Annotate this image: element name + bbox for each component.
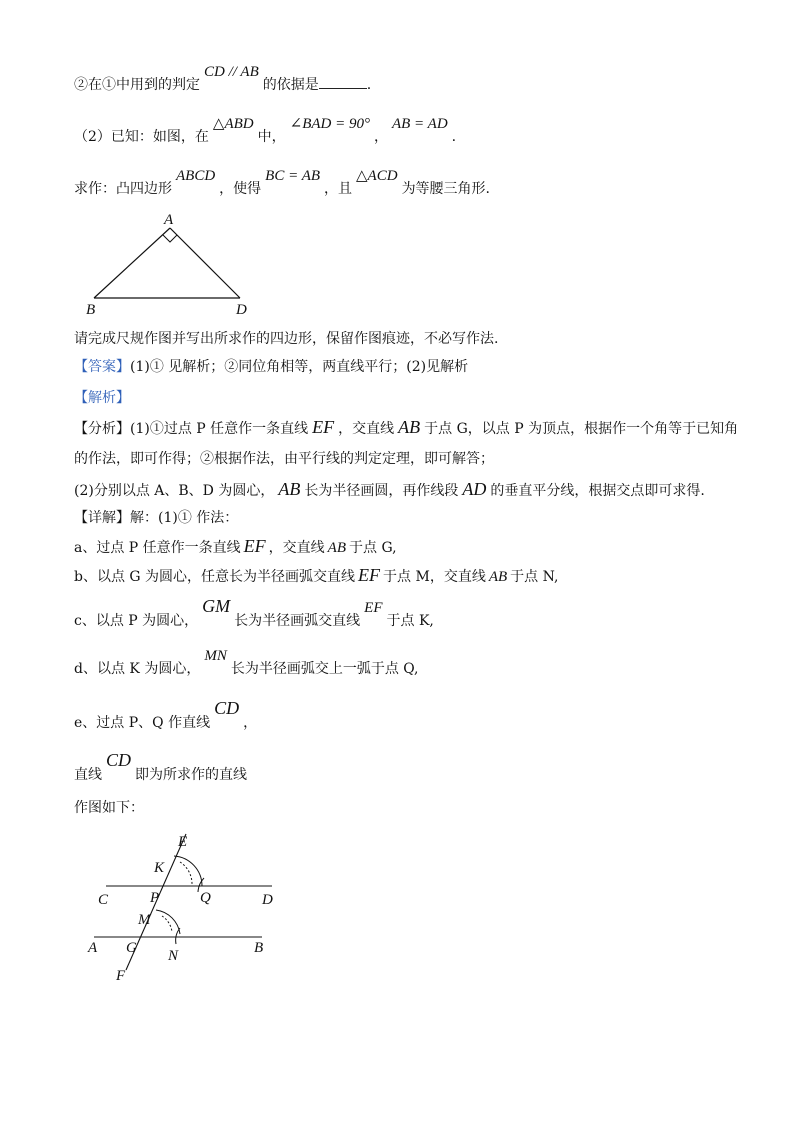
analysis-tag-text: 【分析】 [74, 421, 130, 437]
label-a: A [164, 212, 174, 228]
text: ，且 [324, 181, 353, 197]
text: 求作：凸四边形 [74, 181, 172, 197]
text: (1)①过点 P 任意作一条直线 [130, 421, 309, 437]
conclusion [74, 750, 248, 784]
math-triangle-acd: △ACD [356, 168, 398, 184]
instruction: 请完成尺规作图并写出所求作的四边形，保留作图痕迹，不必写作法. [74, 331, 499, 347]
text: ，使得 [219, 181, 262, 197]
text: 解：(1)① 作法： [130, 510, 239, 526]
answer-tag: 【答案】 [74, 359, 130, 375]
math-ef: EF [312, 417, 335, 437]
right-angle-mark [163, 235, 177, 242]
label-d: D [236, 302, 247, 318]
label-m: M [138, 912, 151, 928]
math-quad-abcd: ABCD [176, 168, 216, 184]
text: . [366, 77, 372, 93]
label-f: F [116, 968, 126, 984]
detail-tag: 【详解】 [74, 510, 130, 526]
math-ab: AB [278, 479, 301, 499]
step-d [74, 648, 419, 678]
question-2-requirement [74, 168, 491, 198]
arc-k-dashed [180, 862, 192, 884]
answer-text: (1)① 见解析；②同位角相等，两直线平行；(2)见解析 [130, 359, 469, 375]
label-c: C [98, 892, 109, 908]
parallel-construction-figure [80, 830, 280, 990]
step-c [74, 596, 434, 630]
step-e [74, 698, 258, 732]
math-angle-bad: ∠BAD = 90° [289, 116, 370, 132]
answer [74, 358, 468, 376]
text: c、以点 P 为圆心， [74, 613, 199, 629]
text: 直线 [74, 767, 102, 783]
text: 的垂直平分线，根据交点即可求得. [490, 483, 705, 499]
text: ， [243, 715, 258, 731]
text: 于点 N, [510, 569, 559, 585]
math-ab: AB [488, 569, 508, 585]
text: 于点 M，交直线 [383, 569, 486, 585]
text: e、过点 P、Q 作直线 [74, 715, 211, 731]
math-mn: MN [204, 648, 227, 664]
label-e: E [178, 834, 188, 850]
text: . [451, 129, 457, 145]
text: 于点 G, [349, 540, 397, 556]
segment-ab [94, 228, 170, 298]
math-cd-parallel-ab: CD // AB [204, 64, 259, 80]
analysis-line-2: 的作法，即可作得；②根据作法，由平行线的判定定理，即可解答； [74, 451, 494, 467]
label-b: B [254, 940, 264, 956]
figure-caption: 作图如下： [74, 800, 144, 816]
text: a、过点 P 任意作一条直线 [74, 540, 241, 556]
math-ab: AB [327, 540, 346, 556]
step-b [74, 566, 558, 586]
text: d、以点 K 为圆心， [74, 661, 201, 677]
text: ， [373, 129, 388, 145]
text: 长为半径画弧交直线 [234, 613, 361, 629]
text: 长为半径画圆，再作线段 [304, 483, 459, 499]
triangle-figure [80, 210, 270, 322]
question-1-part-2 [74, 64, 372, 94]
text: 的依据是 [262, 77, 319, 93]
math-cd: CD [214, 698, 240, 718]
math-ef: EF [243, 536, 266, 556]
text: 中， [257, 129, 286, 145]
math-ef: EF [358, 565, 381, 585]
math-ab-eq-ad: AB = AD [391, 116, 448, 132]
math-cd: CD [106, 750, 132, 770]
math-ad: AD [462, 479, 487, 499]
text: ②在①中用到的判定 [74, 77, 200, 93]
text: b、以点 G 为圆心，任意长为半径画弧交直线 [74, 569, 356, 585]
label-p: P [150, 890, 160, 906]
label-a: A [88, 940, 98, 956]
label-g: G [126, 940, 137, 956]
text: 为等腰三角形. [401, 181, 491, 197]
analysis-tag: 【解析】 [74, 390, 130, 406]
label-q: Q [200, 890, 211, 906]
label-k: K [154, 860, 165, 876]
text: 长为半径画弧交上一弧于点 Q, [230, 661, 419, 677]
label-b: B [86, 302, 96, 318]
detail-intro [74, 509, 238, 527]
answer-blank [319, 76, 367, 89]
math-gm: GM [202, 596, 231, 616]
text: (2)分别以点 A、B、D 为圆心， [74, 483, 275, 499]
label-d: D [262, 892, 273, 908]
math-bc-eq-ab: BC = AB [265, 168, 321, 184]
analysis-line-1 [74, 418, 738, 438]
math-triangle-abd: △ABD [212, 116, 254, 132]
text: 即为所求作的直线 [135, 767, 248, 783]
text: （2）已知：如图，在 [74, 129, 209, 145]
text: 于点 G，以点 P 为顶点，根据作一个角等于已知角 [424, 421, 739, 437]
text: ，交直线 [268, 540, 325, 556]
segment-ad [170, 228, 240, 298]
math-ef: EF [364, 600, 383, 616]
question-2-given [74, 116, 457, 146]
text: ，交直线 [338, 421, 395, 437]
arc-m-dashed [162, 916, 172, 932]
text: 于点 K, [386, 613, 434, 629]
label-n: N [168, 948, 179, 964]
analysis-line-3 [74, 480, 705, 500]
step-a [74, 537, 397, 557]
math-ab: AB [398, 417, 421, 437]
